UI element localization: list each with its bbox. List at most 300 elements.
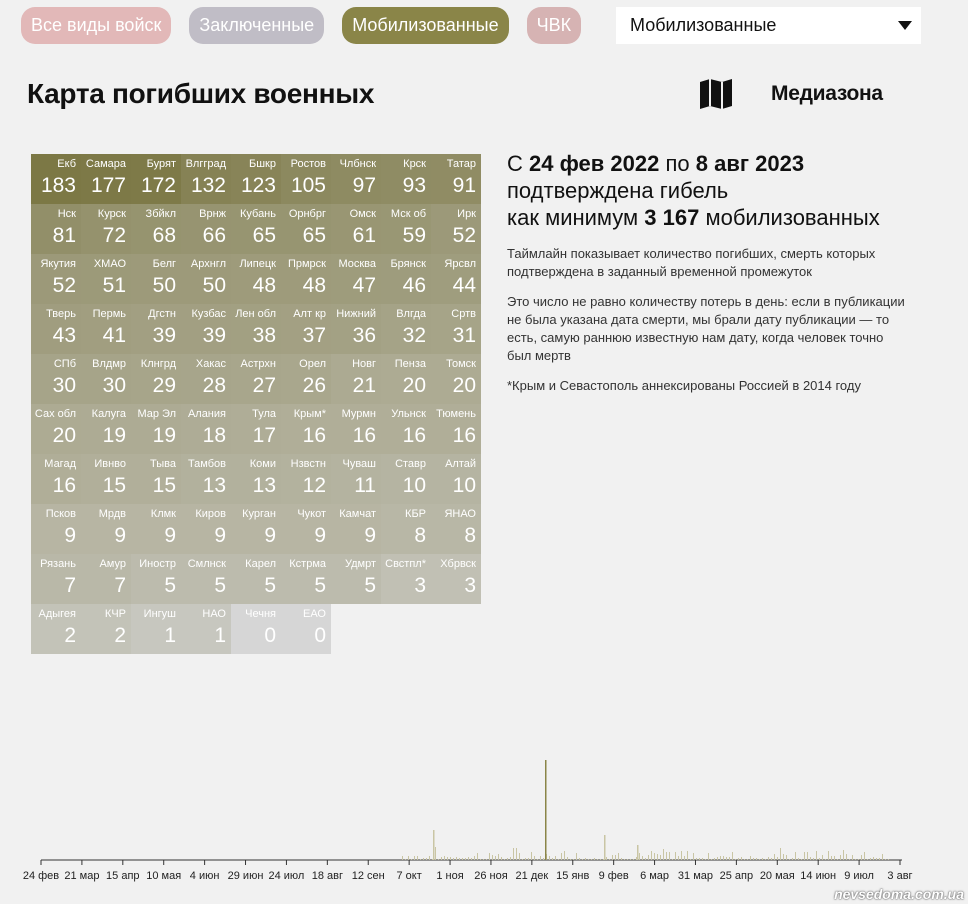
region-cell[interactable] [231, 554, 281, 604]
region-count: 5 [264, 574, 276, 597]
region-cell[interactable] [81, 404, 131, 454]
region-count: 16 [402, 424, 426, 447]
region-cell[interactable] [181, 354, 231, 404]
region-cell[interactable] [231, 304, 281, 354]
timeline-bar [783, 854, 784, 860]
region-cell[interactable] [181, 504, 231, 554]
region-cell[interactable] [131, 404, 181, 454]
timeline-bar [591, 859, 592, 860]
region-count: 29 [152, 374, 176, 397]
region-count: 0 [314, 624, 326, 647]
timeline-bar [753, 858, 754, 860]
map-icon[interactable] [699, 78, 733, 110]
timeline-tick-label: 12 сен [351, 870, 385, 882]
timeline-bar [708, 853, 709, 860]
timeline-bar [604, 835, 606, 860]
region-count: 1 [214, 624, 226, 647]
region-name: Бурят [146, 158, 176, 170]
region-cell[interactable] [381, 354, 431, 404]
region-cell[interactable] [181, 204, 231, 254]
region-cell[interactable] [131, 454, 181, 504]
region-name: Ирк [457, 208, 476, 220]
region-count: 2 [64, 624, 76, 647]
timeline-bar [870, 858, 871, 860]
deaths-timeline[interactable] [0, 740, 968, 890]
region-count: 132 [190, 174, 226, 197]
region-name: Тула [252, 408, 276, 420]
timeline-bar [588, 859, 589, 860]
timeline-bar [519, 853, 520, 860]
region-cell[interactable] [31, 154, 81, 204]
region-count: 44 [452, 274, 476, 297]
timeline-bar [423, 858, 424, 860]
region-name: Мск об [390, 208, 426, 220]
region-name: НАО [202, 608, 226, 620]
region-name: Орел [299, 358, 326, 370]
region-cell[interactable] [331, 454, 381, 504]
region-name: Якутия [40, 258, 76, 270]
timeline-bar [786, 855, 787, 860]
region-count: 16 [452, 424, 476, 447]
region-cell[interactable] [181, 154, 231, 204]
timeline-bar [816, 851, 817, 860]
timeline-bar [408, 856, 409, 860]
region-cell[interactable] [281, 204, 331, 254]
region-count: 183 [40, 174, 76, 197]
region-cell[interactable] [131, 154, 181, 204]
timeline-bar [429, 856, 430, 860]
chevron-down-icon[interactable] [898, 21, 912, 30]
timeline-bar [498, 854, 499, 860]
region-name: Хакас [195, 358, 226, 370]
region-name: Самара [85, 158, 126, 170]
timeline-bar [774, 854, 775, 860]
region-name: Магад [44, 458, 76, 470]
timeline-bar [630, 859, 631, 860]
region-name: Мрдв [98, 508, 126, 520]
region-name: Свстпл* [385, 558, 426, 570]
region-cell[interactable] [431, 354, 481, 404]
region-name: Москва [338, 258, 376, 270]
timeline-bar [480, 859, 481, 860]
region-cell[interactable] [81, 154, 131, 204]
summary-date-to: 8 авг 2023 [695, 151, 805, 176]
timeline-bar [633, 859, 634, 860]
timeline-bar [453, 858, 454, 860]
region-count: 3 [414, 574, 426, 597]
timeline-bar [876, 858, 877, 860]
filter-pill-0[interactable]: Все виды войск [21, 7, 171, 44]
region-cell[interactable] [31, 504, 81, 554]
region-cell[interactable] [431, 304, 481, 354]
region-name: Чечня [245, 608, 276, 620]
region-name: Прмрск [287, 258, 326, 270]
region-count: 18 [202, 424, 226, 447]
region-cell[interactable] [431, 404, 481, 454]
region-count: 5 [314, 574, 326, 597]
region-cell[interactable] [181, 454, 231, 504]
region-count: 52 [52, 274, 76, 297]
timeline-bar [516, 848, 517, 860]
region-cell[interactable] [431, 454, 481, 504]
timeline-bar [801, 859, 802, 860]
timeline-bar [573, 859, 574, 860]
timeline-bar [585, 858, 586, 860]
region-name: ЕАО [303, 608, 326, 620]
region-cell[interactable] [131, 504, 181, 554]
region-count: 105 [290, 174, 326, 197]
timeline-bar [690, 859, 691, 860]
region-cell[interactable] [31, 404, 81, 454]
timeline-bar [756, 858, 757, 860]
region-cell[interactable] [231, 254, 281, 304]
timeline-bar [637, 845, 639, 860]
region-cell[interactable] [381, 204, 431, 254]
region-cell[interactable] [281, 354, 331, 404]
region-count: 37 [302, 324, 326, 347]
region-cell[interactable] [281, 154, 331, 204]
region-count: 47 [352, 274, 376, 297]
region-cell[interactable] [231, 354, 281, 404]
region-count: 17 [252, 424, 276, 447]
timeline-tick-label: 21 дек [515, 870, 549, 882]
troop-type-select[interactable] [616, 7, 921, 44]
timeline-bar [465, 858, 466, 860]
region-cell[interactable] [31, 204, 81, 254]
region-count: 9 [314, 524, 326, 547]
region-cell[interactable] [381, 154, 431, 204]
timeline-bar [618, 853, 619, 860]
region-cell[interactable] [131, 304, 181, 354]
summary-line3-suffix: мобилизованных [699, 205, 880, 230]
region-count: 68 [152, 224, 176, 247]
timeline-bar [720, 856, 721, 860]
region-cell[interactable] [331, 304, 381, 354]
region-cell[interactable] [131, 554, 181, 604]
region-name: Тюмень [436, 408, 476, 420]
region-cell[interactable] [31, 254, 81, 304]
region-count: 9 [114, 524, 126, 547]
region-count: 19 [152, 424, 176, 447]
timeline-tick-label: 24 фев [22, 870, 60, 882]
timeline-tick-label: 29 июн [227, 870, 264, 882]
region-count: 65 [302, 224, 326, 247]
region-name: Тыва [150, 458, 176, 470]
region-count: 50 [202, 274, 226, 297]
region-count: 43 [52, 324, 76, 347]
region-cell[interactable] [181, 304, 231, 354]
region-cell[interactable] [31, 454, 81, 504]
timeline-bar [545, 760, 547, 860]
region-count: 31 [452, 324, 476, 347]
region-cell[interactable] [331, 204, 381, 254]
timeline-bar [468, 857, 469, 860]
region-name: Камчат [339, 508, 376, 520]
timeline-bar [834, 856, 835, 860]
region-count: 93 [402, 174, 426, 197]
region-name: Кстрма [289, 558, 326, 570]
region-count: 13 [202, 474, 226, 497]
region-cell[interactable] [31, 604, 81, 654]
timeline-bar [666, 852, 667, 860]
note-timeline: Таймлайн показывает количество погибших, смерть которых подтверждена в заданный временной промежуток [507, 246, 876, 279]
timeline-bar [495, 856, 496, 860]
region-cell[interactable] [131, 604, 181, 654]
timeline-bar [825, 859, 826, 860]
region-count: 11 [354, 474, 376, 497]
region-count: 65 [252, 224, 276, 247]
timeline-bar [807, 852, 808, 860]
region-name: ХМАО [93, 258, 126, 270]
timeline-bar [444, 856, 445, 860]
region-count: 2 [114, 624, 126, 647]
region-cell[interactable] [81, 204, 131, 254]
timeline-bar [861, 855, 862, 860]
timeline-bar [735, 859, 736, 860]
region-cell[interactable] [181, 254, 231, 304]
region-cell[interactable] [131, 254, 181, 304]
region-name: Ростов [290, 158, 326, 170]
region-cell[interactable] [231, 504, 281, 554]
region-name: Липецк [239, 258, 276, 270]
timeline-bar [624, 859, 625, 860]
timeline-bar [864, 852, 865, 860]
timeline-bar [438, 859, 439, 860]
timeline-bar [747, 859, 748, 860]
region-name: Орнбрг [288, 208, 326, 220]
region-cell[interactable] [31, 554, 81, 604]
timeline-bar [654, 853, 655, 860]
timeline-bar [606, 857, 607, 860]
region-cell[interactable] [431, 554, 481, 604]
region-name: КБР [405, 508, 426, 520]
region-name: Белг [152, 258, 176, 270]
timeline-bar [726, 857, 727, 860]
region-name: Новг [352, 358, 376, 370]
region-cell[interactable] [281, 604, 331, 654]
region-name: Мар Эл [137, 408, 176, 420]
timeline-bar [837, 859, 838, 860]
region-cell[interactable] [431, 154, 481, 204]
region-name: Клмк [150, 508, 176, 520]
region-name: Ульнск [391, 408, 426, 420]
timeline-bar [648, 855, 649, 860]
region-name: Калуга [91, 408, 126, 420]
timeline-bar [540, 856, 541, 860]
brand-logo[interactable]: Медиазона [771, 82, 883, 105]
timeline-bar [507, 858, 508, 860]
timeline-bar [402, 856, 403, 860]
timeline-bar [660, 855, 661, 860]
timeline-bar [534, 856, 535, 860]
timeline-tick-label: 4 июн [189, 870, 220, 882]
region-count: 28 [202, 374, 226, 397]
timeline-bar [888, 859, 889, 860]
region-cell[interactable] [431, 254, 481, 304]
timeline-bar [570, 859, 571, 860]
timeline-bar [471, 858, 472, 860]
timeline-bar [714, 858, 715, 860]
timeline-bar [525, 858, 526, 860]
timeline-bar [693, 853, 694, 860]
region-cell[interactable] [331, 554, 381, 604]
region-name: Члбнск [339, 158, 376, 170]
region-cell[interactable] [131, 354, 181, 404]
region-count: 81 [52, 224, 76, 247]
region-cell[interactable] [131, 204, 181, 254]
timeline-bar [759, 859, 760, 860]
region-name: Амур [99, 558, 126, 570]
timeline-bar [405, 859, 406, 860]
timeline-bar [771, 858, 772, 860]
timeline-tick-label: 10 мая [146, 870, 182, 882]
region-name: Нзвстн [290, 458, 326, 470]
timeline-bar [510, 857, 511, 860]
region-count: 66 [202, 224, 226, 247]
region-count: 16 [352, 424, 376, 447]
region-cell[interactable] [331, 154, 381, 204]
timeline-bar [555, 856, 556, 860]
watermark-text: nevsedoma.com.ua [834, 886, 964, 902]
select-value: Мобилизованные [630, 15, 777, 35]
region-count: 21 [352, 374, 376, 397]
region-cell[interactable] [281, 304, 331, 354]
timeline-bar [792, 858, 793, 860]
region-cell[interactable] [431, 504, 481, 554]
filter-pill-3[interactable]: ЧВК [527, 7, 582, 44]
region-cell[interactable] [81, 504, 131, 554]
region-cell[interactable] [81, 604, 131, 654]
timeline-bar [543, 858, 544, 860]
timeline-bar [765, 859, 766, 860]
region-name: Карел [245, 558, 276, 570]
region-name: Рязань [40, 558, 76, 570]
filter-pill-2[interactable]: Мобилизованные [342, 7, 508, 44]
region-cell[interactable] [281, 554, 331, 604]
region-cell[interactable] [281, 404, 331, 454]
timeline-bar [804, 852, 805, 860]
region-name: Лен обл [235, 308, 276, 320]
timeline-bar [489, 853, 490, 860]
region-cell[interactable] [181, 604, 231, 654]
timeline-bar [582, 859, 583, 860]
region-cell[interactable] [281, 504, 331, 554]
timeline-bar [612, 855, 613, 860]
region-name: Кузбас [191, 308, 226, 320]
region-count: 123 [240, 174, 276, 197]
timeline-bar [645, 858, 646, 860]
region-count: 9 [364, 524, 376, 547]
region-count: 13 [252, 474, 276, 497]
timeline-tick-label: 6 мар [640, 870, 670, 882]
region-name: Влгград [185, 158, 226, 170]
region-cell[interactable] [231, 604, 281, 654]
region-name: Збйкл [145, 208, 176, 220]
region-name: СПб [53, 358, 76, 370]
region-cell[interactable] [81, 354, 131, 404]
timeline-bar [549, 856, 550, 860]
region-name: Клнгрд [140, 358, 176, 370]
region-count: 91 [452, 174, 476, 197]
region-cell[interactable] [231, 404, 281, 454]
region-cell[interactable] [381, 254, 431, 304]
region-cell[interactable] [381, 554, 431, 604]
region-cell[interactable] [281, 454, 331, 504]
region-name: Алтай [445, 458, 476, 470]
region-name: Хбрвск [440, 558, 476, 570]
timeline-bar [564, 851, 565, 860]
timeline-bar [462, 858, 463, 860]
region-cell[interactable] [231, 454, 281, 504]
timeline-bar [576, 853, 577, 860]
region-cell[interactable] [331, 254, 381, 304]
region-count: 5 [214, 574, 226, 597]
region-name: Нск [57, 208, 76, 220]
region-cell[interactable] [31, 304, 81, 354]
timeline-bar [483, 859, 484, 860]
region-cell[interactable] [381, 504, 431, 554]
timeline-bar [744, 859, 745, 860]
region-count: 50 [152, 274, 176, 297]
timeline-bar [426, 858, 427, 860]
timeline-tick-label: 20 мая [759, 870, 795, 882]
region-count: 9 [264, 524, 276, 547]
timeline-bar [879, 858, 880, 860]
region-count: 7 [114, 574, 126, 597]
region-cell[interactable] [381, 404, 431, 454]
region-count: 15 [102, 474, 126, 497]
timeline-tick-label: 9 июл [844, 870, 874, 882]
region-cell[interactable] [331, 404, 381, 454]
timeline-tick-label: 3 авг [887, 870, 913, 882]
region-name: Коми [249, 458, 276, 470]
region-cell[interactable] [381, 454, 431, 504]
region-name: Екб [57, 158, 76, 170]
region-cell[interactable] [331, 504, 381, 554]
summary-mid: по [659, 151, 696, 176]
timeline-bar [705, 859, 706, 860]
region-cell[interactable] [231, 154, 281, 204]
region-cell[interactable] [431, 204, 481, 254]
timeline-bar [699, 858, 700, 860]
filter-bar [21, 7, 581, 44]
timeline-bar [447, 857, 448, 860]
region-cell[interactable] [231, 204, 281, 254]
timeline-bar [762, 858, 763, 860]
region-cell[interactable] [31, 354, 81, 404]
timeline-bar [433, 830, 435, 860]
region-cell[interactable] [331, 354, 381, 404]
region-count: 39 [152, 324, 176, 347]
timeline-bar [843, 850, 844, 860]
region-cell[interactable] [181, 404, 231, 454]
region-cell[interactable] [381, 304, 431, 354]
region-name: Пенза [394, 358, 426, 370]
region-cell[interactable] [81, 254, 131, 304]
region-cell[interactable] [81, 554, 131, 604]
region-cell[interactable] [281, 254, 331, 304]
filter-pill-1[interactable]: Заключенные [189, 7, 324, 44]
region-count: 8 [464, 524, 476, 547]
region-count: 8 [414, 524, 426, 547]
timeline-tick-label: 15 апр [106, 870, 140, 882]
region-cell[interactable] [181, 554, 231, 604]
region-cell[interactable] [81, 454, 131, 504]
region-cell[interactable] [81, 304, 131, 354]
region-count: 10 [452, 474, 476, 497]
timeline-bar [789, 859, 790, 860]
timeline-bar [579, 858, 580, 860]
